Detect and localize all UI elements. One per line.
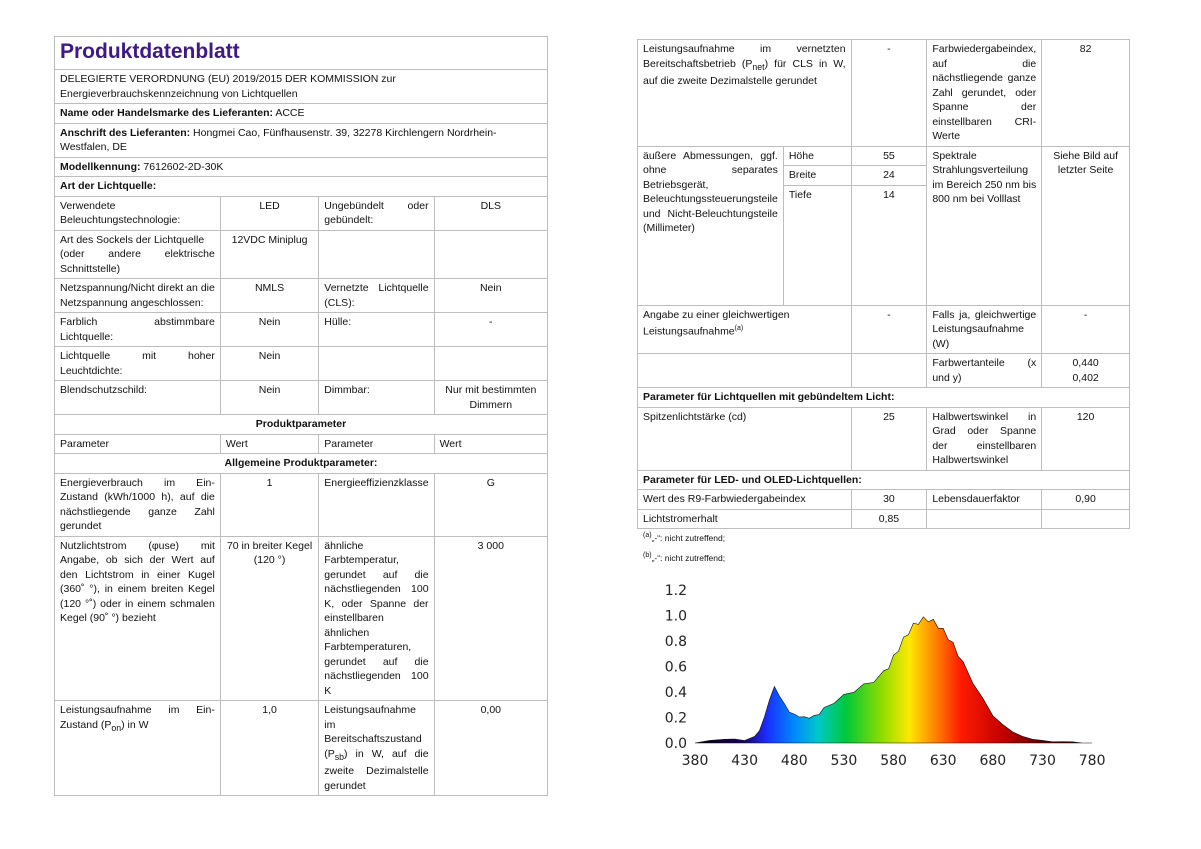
equivalent-power-value: - [851,305,927,354]
product-sheet-right-table [637,39,1130,529]
equivalent-power-w-label: Falls ja, gleichwertige Leistungsaufnahme (W) [927,305,1042,354]
chromaticity-y: 0,402 [1072,371,1099,384]
chromaticity-label: Farbwertanteile (x und y) [927,354,1042,388]
standby-power-value: 0,00 [434,701,547,796]
directional-label: Ungebündelt oder gebündelt: [319,196,434,230]
x-tick-label: 730 [1029,753,1056,769]
x-tick-label: 680 [979,753,1007,769]
footnotes [643,527,725,567]
y-tick-label: 0.2 [664,710,687,727]
equivalent-power-label: Angabe zu einer gleichwertigen Leistungsaufnahme$^{(a)}$ [638,305,852,354]
col-header-param: Parameter [55,434,221,454]
socket-label-line1: Art des Sockels der Lichtquelle [60,233,205,246]
directional-value: DLS [434,196,547,230]
socket-value: 12VDC Miniplug [220,230,318,279]
envelope-label: Hülle: [319,313,434,347]
cls-value: Nein [434,279,547,313]
energy-consumption-label: Energieverbrauch im Ein-Zustand (kWh/1000 h), auf die nächstliegende ganze Zahl gerundet [55,473,221,536]
survival-factor-label: Lebensdauerfaktor [927,490,1042,510]
high-luminance-label: Lichtquelle mit hoher Leuchtdichte: [55,347,221,381]
y-tick-label: 0.4 [664,685,687,701]
lightsource-type-heading: Art der Lichtquelle: [55,177,548,197]
dim-height-label: Höhe [783,146,851,166]
y-axis [665,583,687,752]
x-tick-label: 530 [830,753,858,769]
tunable-value: Nein [220,313,318,347]
peak-intensity-label: Spitzenlichtstärke (cd) [638,407,852,470]
chromaticity-x: 0,440 [1072,357,1099,369]
y-tick-label: 0.8 [664,634,687,650]
efficiency-class-label: Energieeffizienzklasse [319,473,434,536]
empty-cell [319,230,434,279]
dim-depth-value: 14 [851,185,927,305]
technology-value: LED [220,196,318,230]
address-row [55,123,548,157]
dim-width-value: 24 [851,166,927,186]
technology-label: Verwendete Beleuchtungstechnologie: [55,196,221,230]
x-tick-label: 780 [1078,753,1106,769]
peak-intensity-value: 25 [851,407,927,470]
r9-value: 30 [851,490,927,510]
cls-label: Vernetzte Lichtquelle (CLS): [319,279,434,313]
dimmable-label: Dimmbar: [319,381,434,415]
socket-label [55,230,221,279]
mains-label: Netzspannung/Nicht direkt an die Netzspannung angeschlossen: [55,279,221,313]
dimmable-value: Nur mit bestimmten Dimmern [434,381,547,415]
y-tick-label: 0.0 [664,736,687,752]
y-tick-label: 0.6 [664,659,687,676]
model-row [55,157,548,177]
beam-angle-value: 120 [1042,407,1130,470]
socket-label-line2: (oder andere elektrische Schnittstelle) [60,248,215,275]
supplier-row [55,104,548,124]
led-heading: Parameter für LED- und OLED-Lichtquellen: [638,470,1130,490]
dimensions-label: äußere Abmessungen, ggf. ohne separates Betriebsgerät, Beleuchtungssteuerungsteile und Nicht-Beleuchtungsteile (Millimeter) [638,146,784,305]
regulation-text: DELEGIERTE VERORDNUNG (EU) 2019/2015 DER KOMMISSION zur Energieverbrauchskennzeichnung von Lichtquellen [55,70,548,104]
luminous-flux-value: 70 in breiter Kegel (120 °) [220,536,318,701]
energy-consumption-value: 1 [220,473,318,536]
spectrum-area [695,617,1092,743]
tunable-label: Farblich abstimmbare Lichtquelle: [55,313,221,347]
footnote-a: $^{(a)}$„-“: nicht zutreffend; [643,532,726,543]
beam-angle-label: Halbwertswinkel in Grad oder Spanne der einstellbaren Halbwertswinkel [927,407,1042,470]
product-params-heading: Produktparameter [55,415,548,435]
col-header-param: Parameter [319,434,434,454]
bundled-heading: Parameter für Lichtquellen mit gebündeltem Licht: [638,388,1130,408]
empty-cell [851,354,927,388]
networked-standby-label: Leistungsaufnahme im vernetzten Bereitschaftsbetrieb $(P_{net})$ für CLS in W, auf die zweite Dezimalstelle gerundet [638,40,852,147]
on-mode-power-value: 1,0 [220,701,318,796]
dim-depth-label: Tiefe [783,185,851,305]
address-label: Anschrift des Lieferanten: [60,126,191,139]
footnote-b: $^{(b)}$„-“: nicht zutreffend; [643,551,726,563]
cct-label: ähnliche Farbtemperatur, gerundet auf die nächstliegenden 100 K, oder Spanne der einstellbaren ähnlichen Farbtemperaturen, gerundet auf die nächstliegenden 100 K [319,536,434,701]
empty-cell [434,230,547,279]
supplier-label: Name oder Handelsmarke des Lieferanten: [60,107,273,119]
spectral-distribution-value: Siehe Bild auf letzter Seite [1042,146,1130,305]
networked-standby-value: - [851,40,927,147]
dim-width-label: Breite [783,166,851,186]
empty-cell [434,347,547,381]
spectral-distribution-label: Spektrale Strahlungsverteilung im Bereich 250 nm bis 800 nm bei Volllast [927,146,1042,305]
product-sheet-left-table [54,36,548,796]
empty-cell [638,354,852,388]
y-tick-label: 1.0 [664,608,687,625]
luminous-flux-label: Nutzlichtstrom (φuse) mit Angabe, ob sich der Wert auf den Lichtstrom in einer Kugel (360˚ °), in einem breiten Kegel (120 °˚) oder in einem schmalen Kegel (90˚ °) bezieht [55,536,221,701]
address-value: Hongmei Cao, Fünfhausenstr. 39, 32278 Kirchlengern Nordrhein-Westfalen, DE [60,126,497,153]
supplier-value: ACCE [275,107,305,119]
on-mode-power-label: Leistungsaufnahme im Ein-Zustand $(P_{on})$ in W [55,701,221,796]
spectral-chart [650,575,1130,775]
x-tick-label: 580 [880,753,907,769]
general-params-heading: Allgemeine Produktparameter: [55,454,548,474]
empty-cell [319,347,434,381]
model-value: 7612602-2D-30K [143,160,224,173]
r9-label: Wert des R9-Farbwiedergabeindex [638,490,852,510]
standby-power-label: Leistungsaufnahme im Bereitschaftszustand $(P_{sb})$ in W, auf die zweite Dezimalstelle gerundet [319,701,434,796]
x-tick-label: 380 [681,753,709,769]
x-tick-label: 480 [780,753,808,769]
high-luminance-value: Nein [220,347,318,381]
x-tick-label: 630 [929,753,957,769]
empty-cell [927,509,1042,529]
glare-shield-value: Nein [220,381,318,415]
empty-cell [1042,509,1130,529]
efficiency-class-value: G [434,473,547,536]
x-tick-label: 430 [731,753,759,769]
title-cell [55,37,548,70]
chromaticity-value [1042,354,1130,388]
lumen-maintenance-label: Lichtstromerhalt [638,509,852,529]
cri-label: Farbwiedergabeindex, auf die nächstliegende ganze Zahl gerundet, oder Spanne der einstellbaren CRI-Werte [927,40,1042,147]
survival-factor-value: 0,90 [1042,490,1130,510]
lumen-maintenance-value: 0,85 [851,509,927,529]
glare-shield-label: Blendschutzschild: [55,381,221,415]
mains-value: NMLS [220,279,318,313]
equivalent-power-w-value: - [1042,305,1130,354]
model-label: Modellkennung: [60,160,141,173]
cct-value: 3 000 [434,536,547,701]
col-header-value: Wert [220,434,318,454]
dim-height-value: 55 [851,146,927,166]
page-title: Produktdatenblatt [60,40,240,63]
x-axis [682,753,1106,769]
cri-value: 82 [1042,40,1130,147]
y-tick-label: 1.2 [664,583,687,599]
col-header-value: Wert [434,434,547,454]
envelope-value: - [434,313,547,347]
